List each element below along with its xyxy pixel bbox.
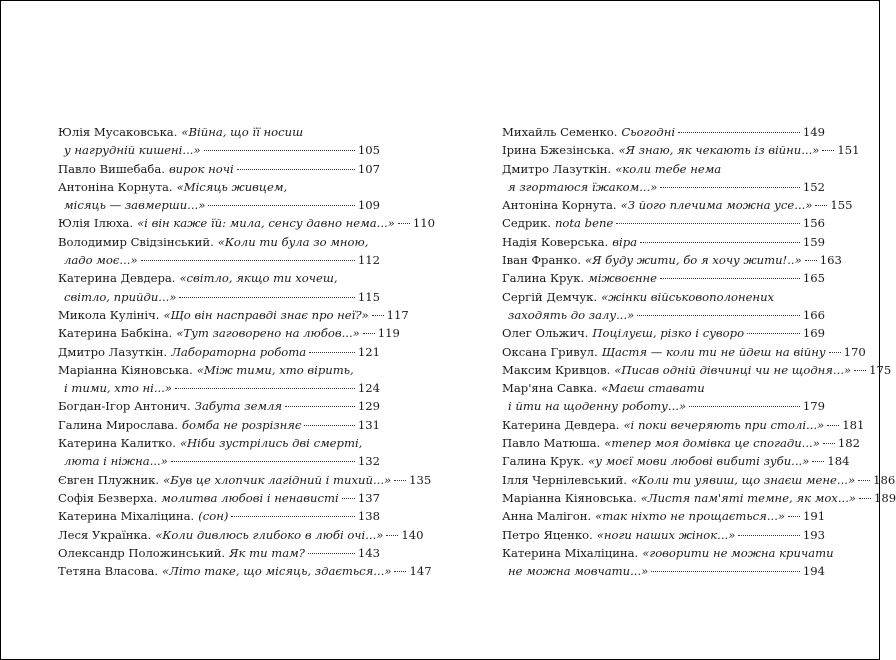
- dot-leader: [854, 370, 866, 371]
- author-name: Богдан-Ігор Антонич.: [58, 399, 191, 414]
- author-name: Софія Безверха.: [58, 490, 158, 505]
- author-name: Олег Ольжич.: [502, 326, 589, 341]
- poem-title: «Коли ти була зо мною,: [217, 234, 369, 249]
- page-number: 186: [873, 472, 896, 487]
- toc-entry-line: [502, 343, 866, 361]
- page-number: 117: [386, 307, 409, 322]
- poem-title: «Між тими, хто вірить,: [196, 362, 354, 377]
- author-name: Седрик.: [502, 216, 551, 231]
- poem-title: «Я знаю, як чекають із війни...»: [618, 143, 820, 158]
- toc-entry-line: [58, 434, 380, 452]
- toc-entry-line: [502, 489, 896, 507]
- toc-entry-line: [58, 343, 380, 361]
- author-name: Галина Крук.: [502, 271, 585, 286]
- dot-leader: [637, 315, 800, 316]
- poem-title: Лабораторна робота: [171, 344, 307, 359]
- author-name: Михайль Семенко.: [502, 125, 618, 139]
- toc-entry: [58, 507, 380, 525]
- author-name: Сергій Демчук.: [502, 289, 598, 304]
- dot-leader: [398, 223, 410, 224]
- toc-entry-line: [502, 507, 825, 525]
- toc-entry-line: [58, 306, 409, 324]
- poem-title: вирок ночі: [168, 161, 234, 176]
- poem-title: «Листя пам'яті темне, як мох...»: [640, 490, 856, 505]
- toc-entry-line: [502, 544, 834, 562]
- page-number: 156: [802, 216, 825, 231]
- toc-entry-continuation: [58, 196, 380, 214]
- author-name: Дмитро Лазуткін.: [58, 344, 168, 359]
- dot-leader: [171, 461, 355, 462]
- author-name: Антоніна Корнута.: [58, 179, 173, 194]
- poem-title: Як ти там?: [229, 545, 305, 560]
- poem-title: «і він каже їй: мила, сенсу давно нема...»: [137, 216, 395, 231]
- dot-leader: [304, 425, 354, 426]
- poem-title: «ноги наших жінок...»: [596, 527, 736, 542]
- poem-title: бомба не розрізняє: [181, 417, 302, 432]
- toc-entry-line: [502, 288, 825, 306]
- author-name: Маріанна Кіяновська.: [58, 362, 193, 377]
- dot-leader: [812, 461, 824, 462]
- page-number: 131: [357, 417, 380, 432]
- toc-entry: [58, 562, 432, 580]
- toc-entry: [502, 361, 892, 379]
- dot-leader: [747, 333, 800, 334]
- dot-leader: [231, 516, 354, 517]
- toc-entry: [502, 141, 860, 159]
- toc-entry-line: [58, 361, 380, 379]
- dot-leader: [308, 553, 355, 554]
- toc-entry: [502, 544, 834, 581]
- poem-title: «так ніхто не прощається...»: [595, 509, 785, 524]
- author-name: Павло Вишебаба.: [58, 161, 165, 176]
- author-name: Юлія Мусаковська.: [58, 125, 178, 139]
- toc-entry: [502, 343, 866, 361]
- dot-leader: [394, 571, 406, 572]
- author-name: Леся Українка.: [58, 527, 152, 542]
- author-name: Катерина Бабкіна.: [58, 326, 173, 341]
- poem-title: «жінки військовополонених: [601, 289, 775, 304]
- toc-entry-continuation: [502, 178, 825, 196]
- toc-entry: [502, 526, 825, 544]
- toc-entry-line: [502, 269, 825, 287]
- toc-entry: [58, 416, 380, 434]
- dot-leader: [829, 352, 841, 353]
- page-number: 149: [802, 125, 825, 139]
- poem-title: «Тут заговорено на любов...»: [176, 326, 360, 341]
- toc-entry-line: [58, 233, 380, 251]
- author-name: Петро Яценко.: [502, 527, 593, 542]
- dot-leader: [738, 535, 800, 536]
- toc-entry-continuation: [58, 251, 380, 269]
- page-number: 129: [357, 399, 380, 414]
- page-number: 137: [357, 490, 380, 505]
- poem-title-continuation: люта і ніжна...»: [64, 454, 168, 469]
- poem-title: Поцілуєш, різко і суворо: [592, 326, 745, 341]
- poem-title: Сьогодні: [621, 125, 676, 139]
- toc-entry: [58, 214, 435, 232]
- author-name: Тетяна Власова.: [58, 564, 159, 579]
- author-name: Володимир Свідзінський.: [58, 234, 214, 249]
- toc-entry: [502, 434, 860, 452]
- poem-title: «тепер моя домівка це спогади...»: [604, 436, 820, 451]
- poem-title: «Ніби зустрілись дві смерті,: [179, 436, 363, 451]
- toc-entry: [58, 361, 380, 398]
- author-name: Надія Коверська.: [502, 234, 609, 249]
- page-number: 109: [357, 198, 380, 213]
- toc-entry-line: [502, 452, 850, 470]
- toc-entry: [502, 288, 825, 325]
- dot-leader: [815, 205, 827, 206]
- toc-entry-continuation: [502, 397, 825, 415]
- toc-entry: [58, 471, 432, 489]
- dot-leader: [237, 169, 355, 170]
- toc-entry: [502, 269, 825, 287]
- author-name: Максим Кривцов.: [502, 362, 611, 377]
- toc-entry: [502, 452, 850, 470]
- dot-leader: [660, 278, 800, 279]
- toc-entry-line: [58, 324, 400, 342]
- author-name: Олександр Положинський.: [58, 545, 226, 560]
- poem-title-continuation: ладо моє...»: [64, 253, 138, 268]
- toc-entry: [58, 489, 380, 507]
- author-name: Маріанна Кіяновська.: [502, 490, 637, 505]
- toc-entry-line: [502, 434, 860, 452]
- page-number: 147: [409, 564, 432, 579]
- toc-entry: [502, 507, 825, 525]
- poem-title: nota bene: [554, 216, 614, 231]
- page-number: 155: [830, 198, 853, 213]
- toc-entry: [502, 123, 825, 141]
- author-name: Микола Кулініч.: [58, 307, 160, 322]
- page-number: 189: [874, 490, 896, 505]
- dot-leader: [651, 571, 800, 572]
- page-number: 143: [357, 545, 380, 560]
- author-name: Галина Мирослава.: [58, 417, 178, 432]
- toc-entry-continuation: [58, 379, 380, 397]
- toc-entry-continuation: [58, 452, 380, 470]
- toc-right-column: [502, 123, 896, 580]
- page-number: 151: [837, 143, 860, 158]
- toc-entry: [58, 306, 409, 324]
- poem-title: «у моєї мови любові вибиті зуби...»: [588, 454, 810, 469]
- toc-entry-line: [502, 324, 825, 342]
- author-name: Антоніна Корнута.: [502, 198, 617, 213]
- page-number: 191: [803, 509, 826, 524]
- dot-leader: [309, 352, 355, 353]
- dot-leader: [394, 480, 406, 481]
- dot-leader: [616, 223, 800, 224]
- toc-entry-line: [502, 379, 825, 397]
- page-number: 135: [409, 472, 432, 487]
- toc-entry-line: [502, 123, 825, 141]
- toc-entry-line: [58, 123, 380, 141]
- author-name: Катерина Девдера.: [58, 271, 176, 286]
- author-name: Павло Матюша.: [502, 436, 601, 451]
- toc-entry: [502, 471, 896, 489]
- dot-leader: [386, 535, 398, 536]
- toc-entry-line: [58, 471, 432, 489]
- dot-leader: [788, 516, 800, 517]
- toc-entry-continuation: [58, 288, 380, 306]
- toc-left-column: [58, 123, 435, 580]
- toc-entry-line: [58, 397, 380, 415]
- author-name: Оксана Гривул.: [502, 344, 598, 359]
- toc-entry: [58, 269, 380, 306]
- toc-entry: [58, 123, 380, 160]
- dot-leader: [363, 333, 375, 334]
- toc-entry: [502, 233, 825, 251]
- page-number: 165: [802, 271, 825, 286]
- toc-entry-continuation: [502, 562, 825, 580]
- toc-entry: [58, 434, 380, 471]
- toc-entry-line: [502, 196, 853, 214]
- page-number: 124: [357, 381, 380, 396]
- page-number: 181: [842, 417, 865, 432]
- page-number: 152: [802, 179, 825, 194]
- poem-title: «Був це хлопчик лагідний і тихий...»: [163, 472, 392, 487]
- dot-leader: [822, 150, 834, 151]
- author-name: Дмитро Лазуткін.: [502, 161, 612, 176]
- poem-title: «Писав одній дівчинці чи не щодня...»: [614, 362, 852, 377]
- toc-entry-line: [58, 507, 380, 525]
- dot-leader: [175, 388, 355, 389]
- poem-title: «і поки вечеряють при столі...»: [623, 417, 825, 432]
- author-name: Катерина Калитко.: [58, 436, 176, 451]
- poem-title-continuation: у нагрудній кишені...»: [64, 143, 201, 158]
- poem-title: віра: [612, 234, 638, 249]
- dot-leader: [285, 406, 355, 407]
- page-number: 163: [819, 253, 842, 268]
- author-name: Анна Малігон.: [502, 509, 592, 524]
- poem-title: Забута земля: [194, 399, 283, 414]
- toc-entry: [502, 160, 825, 197]
- poem-title: «Літо таке, що місяць, здається...»: [162, 564, 392, 579]
- dot-leader: [204, 150, 355, 151]
- page-number: 110: [412, 216, 435, 231]
- author-name: Галина Крук.: [502, 454, 585, 469]
- toc-entry-line: [58, 178, 380, 196]
- poem-title: «З його плечима можна усе...»: [620, 198, 813, 213]
- page-number: 184: [827, 454, 850, 469]
- toc-entry-line: [58, 214, 435, 232]
- dot-leader: [372, 315, 384, 316]
- poem-title: «Війна, що її носиш: [181, 125, 304, 139]
- poem-title: «Коли ти уявиш, що знаєш мене...»: [630, 472, 856, 487]
- poem-title: «Що він насправді знає про неї?»: [163, 307, 369, 322]
- author-name: Катерина Міхаліцина.: [58, 509, 195, 524]
- dot-leader: [141, 260, 355, 261]
- poem-title: Щастя — коли ти не йдеш на війну: [601, 344, 826, 359]
- author-name: Ілля Чернілевський.: [502, 472, 627, 487]
- page-number: 193: [802, 527, 825, 542]
- toc-entry: [58, 343, 380, 361]
- toc-entry: [58, 178, 380, 215]
- dot-leader: [827, 425, 839, 426]
- toc-entry-line: [58, 544, 380, 562]
- poem-title: міжвоєнне: [588, 271, 658, 286]
- dot-leader: [858, 480, 870, 481]
- poem-title: «говорити не можна кричати: [642, 545, 834, 560]
- toc-entry-line: [58, 269, 380, 287]
- toc-entry: [502, 214, 825, 232]
- page-number: 170: [843, 344, 866, 359]
- toc-entry: [58, 160, 380, 178]
- author-name: Катерина Міхаліцина.: [502, 545, 639, 560]
- poem-title: «Коли дивлюсь глибоко в любі очі...»: [155, 527, 384, 542]
- page-number: 175: [869, 362, 892, 377]
- toc-entry-line: [58, 489, 380, 507]
- poem-title: молитва любові і ненависті: [161, 490, 339, 505]
- dot-leader: [805, 260, 817, 261]
- dot-leader: [208, 205, 355, 206]
- toc-entry-line: [502, 160, 825, 178]
- author-name: Іван Франко.: [502, 253, 582, 268]
- toc-entry: [502, 489, 896, 507]
- toc-entry: [58, 544, 380, 562]
- poem-title-continuation: і йти на щоденну роботу...»: [508, 399, 687, 414]
- poem-title: «коли тебе нема: [615, 161, 722, 176]
- toc-entry-line: [502, 416, 865, 434]
- dot-leader: [179, 297, 354, 298]
- page-number: 182: [837, 436, 860, 451]
- poem-title-continuation: місяць — завмерши...»: [64, 198, 206, 213]
- dot-leader: [859, 498, 871, 499]
- page-number: 121: [357, 344, 380, 359]
- dot-leader: [660, 187, 799, 188]
- toc-entry-line: [502, 361, 892, 379]
- poem-title: «Маєш ставати: [601, 381, 705, 396]
- poem-title: «Я буду жити, бо я хочу жити!..»: [585, 253, 802, 268]
- toc-entry-continuation: [502, 306, 825, 324]
- toc-entry-line: [502, 214, 825, 232]
- poem-title: «Місяць живцем,: [176, 179, 288, 194]
- poem-title-continuation: заходять до залу...»: [508, 307, 635, 322]
- page-number: 132: [357, 454, 380, 469]
- author-name: Катерина Девдера.: [502, 417, 620, 432]
- toc-entry-line: [502, 233, 825, 251]
- page-number: 194: [802, 564, 825, 579]
- page-number: 169: [802, 326, 825, 341]
- page-number: 115: [357, 289, 380, 304]
- dot-leader: [689, 406, 800, 407]
- author-name: Мар'яна Савка.: [502, 381, 598, 396]
- page-number: 119: [377, 326, 400, 341]
- poem-title-continuation: не можна мовчати...»: [508, 564, 649, 579]
- poem-title: «світло, якщо ти хочеш,: [179, 271, 338, 286]
- author-name: Євген Плужник.: [58, 472, 160, 487]
- toc-entry: [502, 416, 865, 434]
- toc-entry: [502, 324, 825, 342]
- dot-leader: [678, 132, 800, 133]
- dot-leader: [342, 498, 355, 499]
- dot-leader: [640, 242, 800, 243]
- page-number: 179: [802, 399, 825, 414]
- toc-entry-line: [502, 526, 825, 544]
- page-number: 105: [357, 143, 380, 158]
- toc-entry-line: [58, 562, 432, 580]
- poem-title-continuation: світло, прийди...»: [64, 289, 177, 304]
- poem-title: (сон): [198, 509, 229, 524]
- page-number: 140: [401, 527, 424, 542]
- page-number: 166: [802, 307, 825, 322]
- toc-entry: [58, 324, 400, 342]
- toc-entry: [58, 526, 424, 544]
- dot-leader: [823, 443, 835, 444]
- poem-title-continuation: я згортаюся їжаком...»: [508, 179, 658, 194]
- toc-entry: [502, 251, 842, 269]
- toc-entry-line: [58, 526, 424, 544]
- toc-entry-line: [502, 141, 860, 159]
- author-name: Ірина Бжезінська.: [502, 143, 615, 158]
- toc-entry: [502, 196, 853, 214]
- page-number: 159: [802, 234, 825, 249]
- page-number: 138: [357, 509, 380, 524]
- toc-entry-line: [58, 160, 380, 178]
- toc-entry: [502, 379, 825, 416]
- toc-entry-line: [58, 416, 380, 434]
- poem-title-continuation: і тими, хто ні...»: [64, 381, 172, 396]
- author-name: Юлія Ілюха.: [58, 216, 134, 231]
- page-number: 107: [357, 161, 380, 176]
- toc-entry-line: [502, 251, 842, 269]
- toc-entry: [58, 233, 380, 270]
- toc-entry: [58, 397, 380, 415]
- toc-entry-continuation: [58, 141, 380, 159]
- page-number: 112: [357, 253, 380, 268]
- toc-entry-line: [502, 471, 896, 489]
